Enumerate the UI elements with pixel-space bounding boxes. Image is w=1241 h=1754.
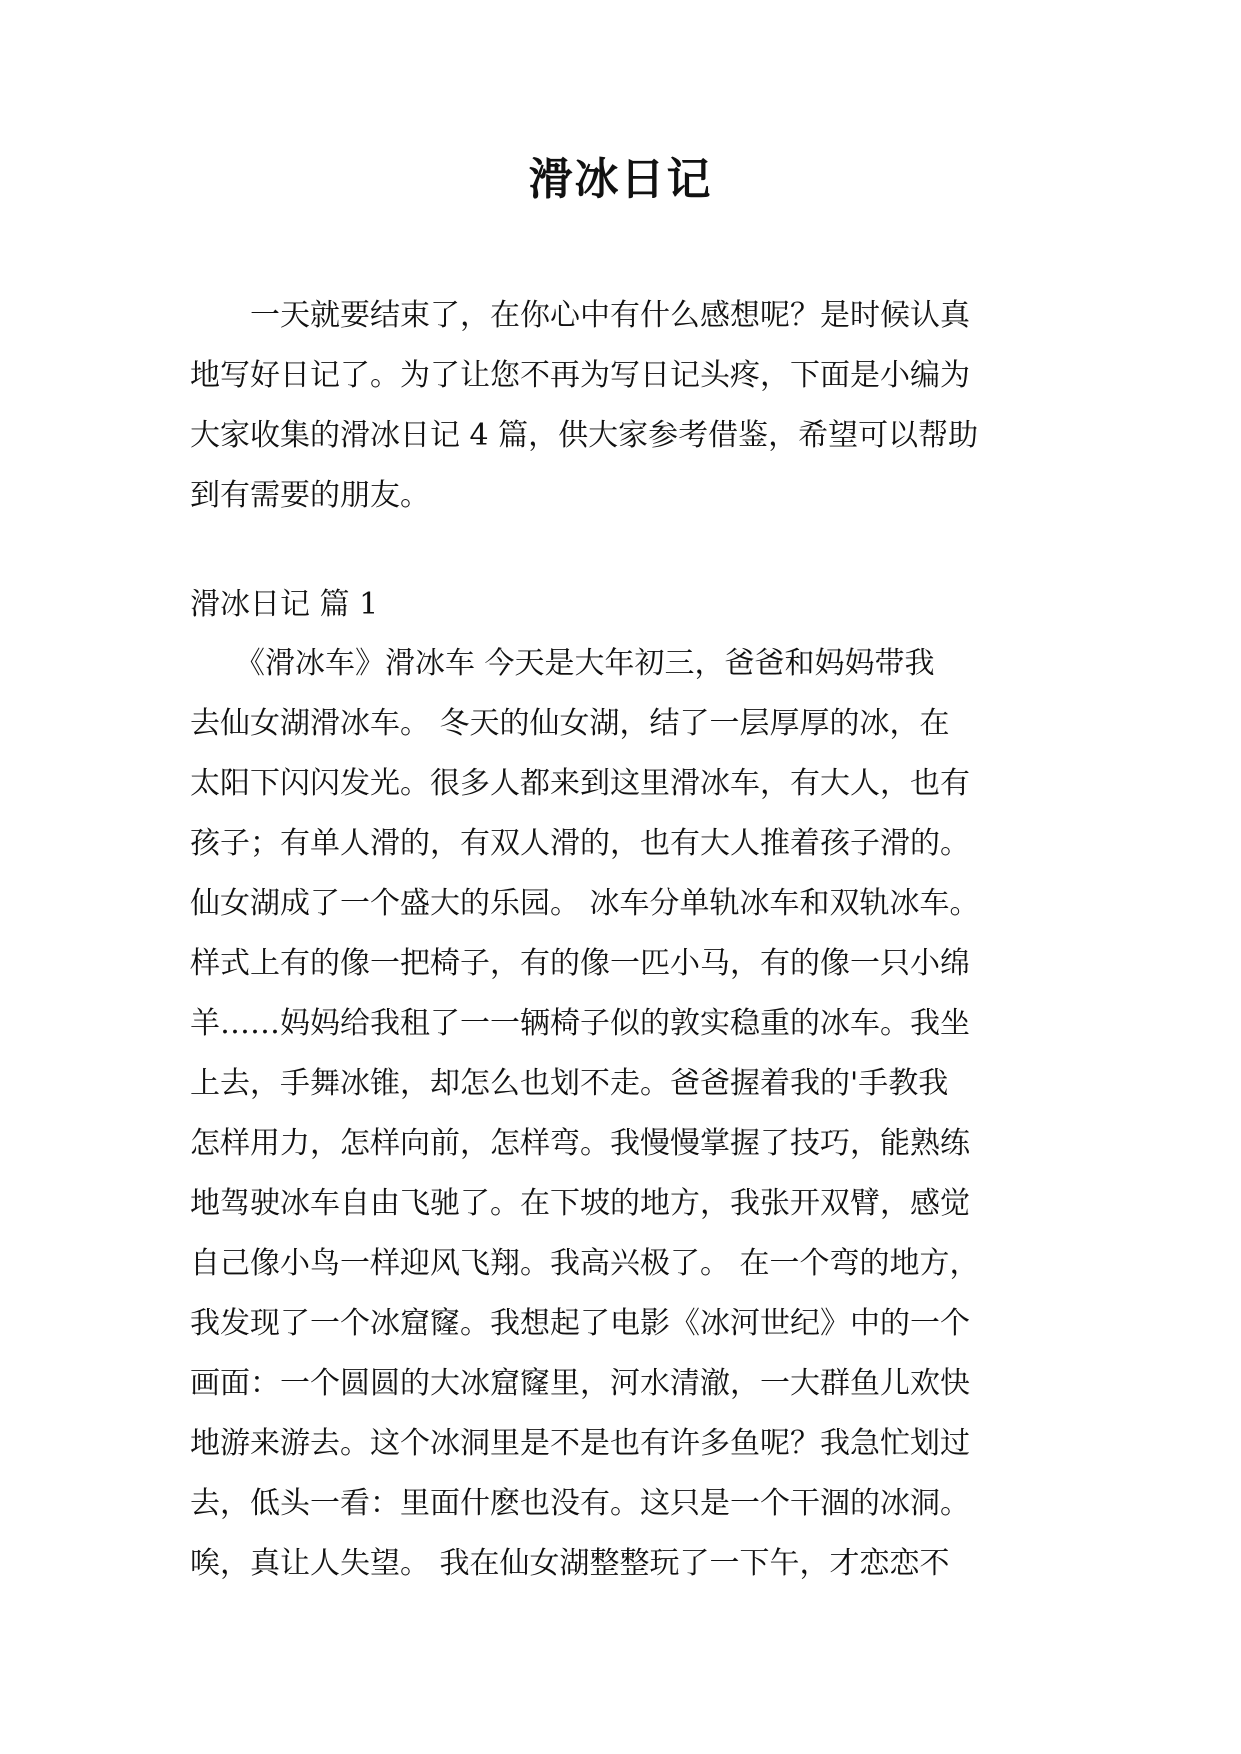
body-line: 仙女湖成了一个盛大的乐园。 冰车分单轨冰车和双轨冰车。: [190, 886, 980, 921]
body-line: 地游来游去。这个冰洞里是不是也有许多鱼呢？我急忙划过: [190, 1426, 970, 1461]
diary-body-paragraph: [190, 634, 1070, 1594]
body-line: 孩子；有单人滑的，有双人滑的，也有大人推着孩子滑的。: [190, 826, 970, 861]
body-line: 去仙女湖滑冰车。 冬天的仙女湖，结了一层厚厚的冰，在: [190, 706, 950, 741]
body-line: 羊……妈妈给我租了一一辆椅子似的敦实稳重的冰车。我坐: [190, 1006, 970, 1041]
section-heading: 滑冰日记 篇 1: [190, 587, 379, 622]
document-title: 滑冰日记: [528, 154, 713, 205]
intro-line: 到有需要的朋友。: [190, 478, 430, 513]
body-line: 样式上有的像一把椅子，有的像一匹小马，有的像一只小绵: [190, 946, 970, 981]
body-line: 去，低头一看：里面什麽也没有。这只是一个干涸的冰洞。: [190, 1486, 970, 1521]
body-line: 上去，手舞冰锥，却怎么也划不走。爸爸握着我的'手教我: [190, 1066, 949, 1101]
body-line: 怎样用力，怎样向前，怎样弯。我慢慢掌握了技巧，能熟练: [190, 1126, 970, 1161]
intro-line: 地写好日记了。为了让您不再为写日记头疼，下面是小编为: [190, 358, 970, 393]
intro-line: 大家收集的滑冰日记 4 篇，供大家参考借鉴，希望可以帮助: [190, 418, 979, 453]
body-line: 太阳下闪闪发光。很多人都来到这里滑冰车，有大人，也有: [190, 766, 970, 801]
body-line: 唉，真让人失望。 我在仙女湖整整玩了一下午，才恋恋不: [190, 1546, 950, 1581]
body-line: 我发现了一个冰窟窿。我想起了电影《冰河世纪》中的一个: [190, 1306, 970, 1341]
body-line: 自己像小鸟一样迎风飞翔。我高兴极了。 在一个弯的地方，: [190, 1246, 980, 1281]
body-line: 《滑冰车》滑冰车 今天是大年初三，爸爸和妈妈带我: [190, 646, 935, 681]
intro-paragraph: [190, 286, 1070, 526]
body-line: 地驾驶冰车自由飞驰了。在下坡的地方，我张开双臂，感觉: [190, 1186, 970, 1221]
body-line: 画面：一个圆圆的大冰窟窿里，河水清澈，一大群鱼儿欢快: [190, 1366, 970, 1401]
intro-line: 一天就要结束了，在你心中有什么感想呢？是时候认真: [190, 298, 970, 333]
